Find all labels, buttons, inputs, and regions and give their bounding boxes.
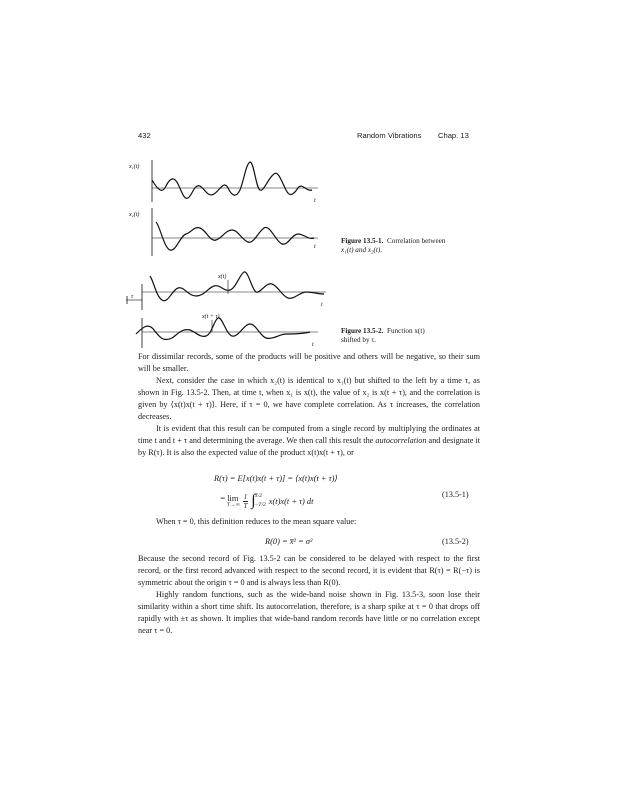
figure-13-5-1 [128,150,328,260]
paragraph-3-part-a: It is evident that this result can be computed from a single record by multiplying the ordinates at time t and t + τ and determining the average. We then call this result the [138,424,480,445]
figure-13-5-2-caption-text: Function x(t) [386,327,425,335]
limit-operator: = lim [220,494,239,503]
tau-label: τ [131,294,134,300]
paragraph-6: Highly random functions, such as the wide-band noise shown in Fig. 13.5-3, soon lose their similarity within a short time shift. Its autocorrelation, therefore, is a sharp spike at τ = 0 that drops off rapidly with ±τ as shown. It implies that wide-band random records have little or no correlation except near τ = 0. [138,590,480,635]
frac-numerator: 1 [243,492,248,501]
equation-13-5-1-line-1: R(τ) = E[x(t)x(t + τ)] = ⟨x(t)x(t + τ)⟩ [214,474,338,483]
xtau-waveform [136,318,310,340]
running-title: Random Vibrations [357,131,422,140]
frac-denominator: T [243,501,248,510]
equation-13-5-1-number: (13.5-1) [442,490,469,499]
figure-13-5-1-caption-text-2: x₁(t) and x₂(t). [341,246,383,254]
figure-13-5-1-caption-text: Correlation between [386,237,446,245]
paragraph-5: Because the second record of Fig. 13.5-2 can be considered to be delayed with respect to the first record, or the first record advanced with respect to the second record, it is evident that R(τ) = R(−τ) is symmetric about the origin τ = 0 and is always less than R(0). [138,554,480,587]
paragraph-4: When τ = 0, this definition reduces to the mean square value: [156,517,357,526]
limit-subscript: T→∞ [227,502,240,508]
autocorrelation-term: autocorrelation [375,436,427,445]
integrand: x(t)x(t + τ) dt [268,496,314,506]
x1-axis-label: x₁(t) [129,164,140,170]
body-text-mean-square [138,516,480,528]
paragraph-2: Next, consider the case in which x₂(t) is identical to x₁(t) but shifted to the left by a time τ, as shown in Fig. 13.5-2. Then, at time t, when x₁ is x(t), the value of x₂ is x(t + τ), and the correlation is given by ⟨x(t)x(t + τ)⟩. Here, if τ = 0, we have complete correlation. As τ increases, the correlation decreases. [138,376,480,421]
figure-13-5-2 [126,262,331,362]
integral-sign: ∫ [251,492,256,509]
x1-t-label: t [314,198,316,204]
chapter-label: Chap. 13 [438,131,469,140]
equation-13-5-2-number: (13.5-2) [442,537,469,546]
figure-13-5-1-caption [341,237,481,255]
xt-waveform [150,272,324,301]
paragraph-3-part-b: and designate it by R(τ). It is also the expected value of the product x(t)x(t + τ), or [138,436,480,457]
body-text-bottom [138,553,480,637]
x2-t-label: t [314,244,316,250]
x2-waveform [156,222,314,250]
xtau-label: x(t + τ) [202,314,220,320]
x2-axis-label: x₂(t) [129,212,140,218]
page-number: 432 [138,131,151,140]
figure-13-5-2-caption-text-2: shifted by τ. [341,336,377,344]
paragraph-1: For dissimilar records, some of the products will be positive and others will be negative, so their sum will be smaller. [138,352,480,373]
equation-13-5-2: R(0) = x̅² = σ² [265,537,313,546]
paragraph-3 [138,423,480,459]
figure-13-5-2-number: Figure 13.5-2. [341,327,384,335]
figure-13-5-2-caption [341,327,481,345]
xt-label: x(t) [218,274,227,280]
xt-t-label: t [321,302,323,308]
figure-13-5-1-number: Figure 13.5-1. [341,237,384,245]
integral-lower-limit: −T/2 [254,502,266,508]
xtau-t-label: t [312,342,314,348]
x1-waveform [152,162,312,198]
equation-13-5-1-line-2 [219,492,313,510]
integral-upper-limit: T/2 [254,493,263,499]
one-over-T [243,493,249,510]
body-text-top [138,351,480,459]
